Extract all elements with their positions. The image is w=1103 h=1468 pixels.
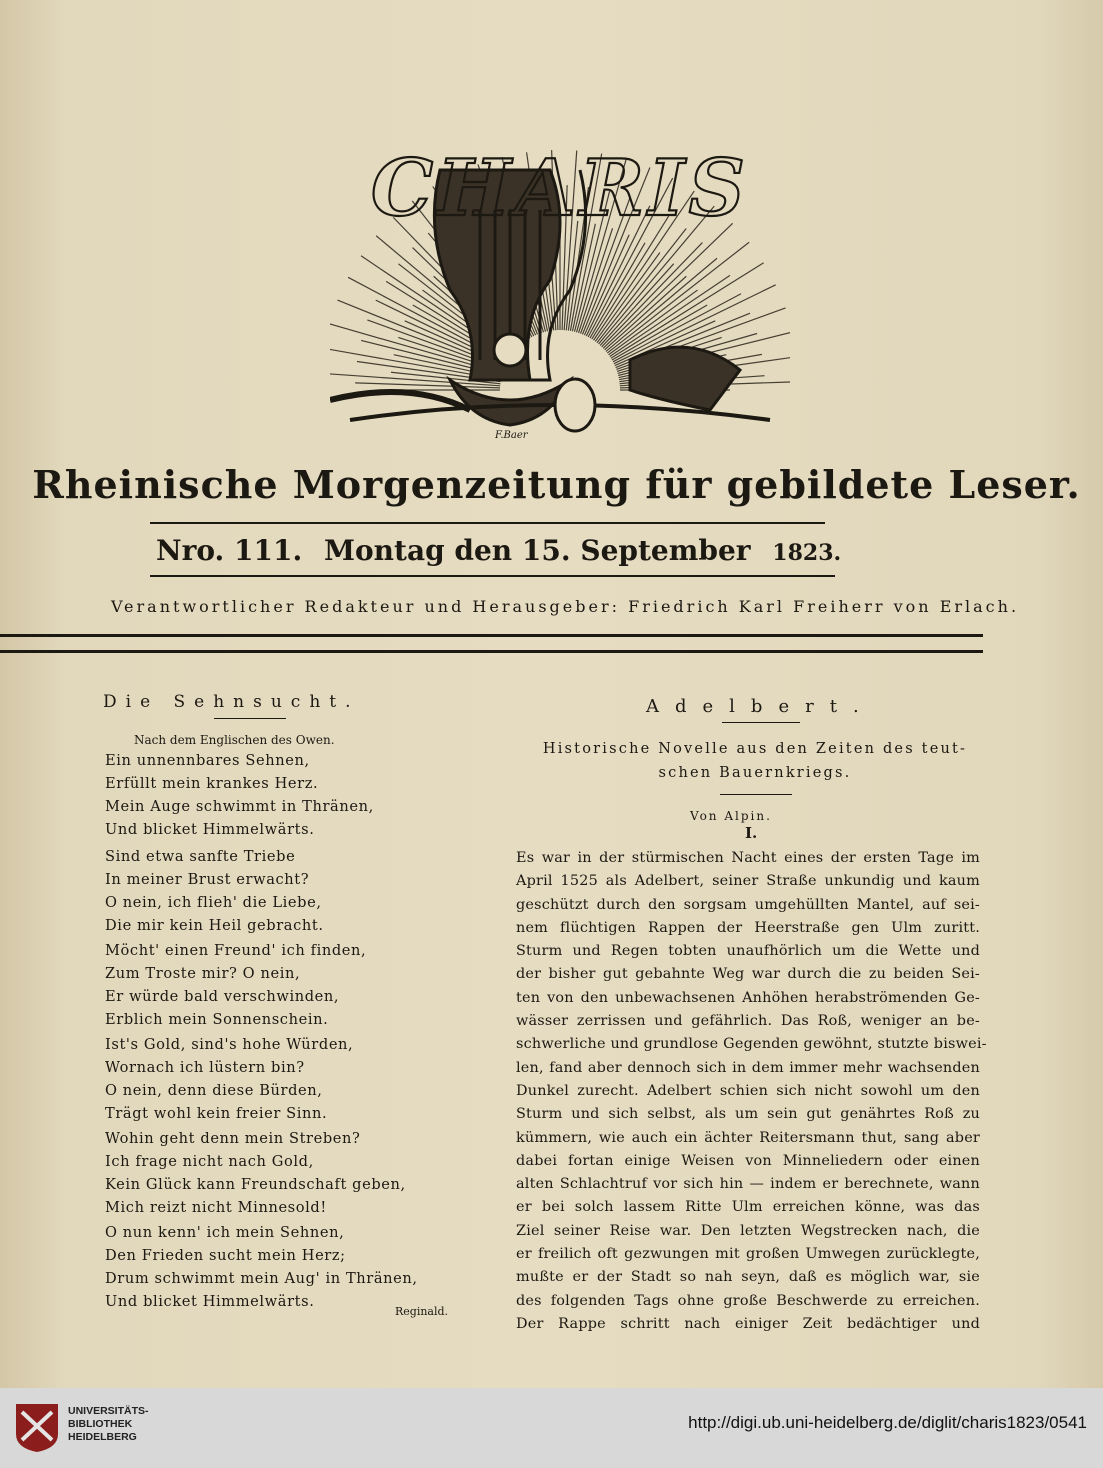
double-rule-top [0,634,983,637]
poem-signature: Reginald. [395,1305,449,1318]
vignette-ray [355,383,500,388]
prose-line: er bei solch lassem Ritte Ulm erreichen könne, was das [516,1199,980,1216]
prose-line: Ziel seiner Reise war. Den letzten Wegstrecken nach, die [516,1222,980,1239]
vignette-ray [607,242,749,353]
viewer-footer [0,1388,1103,1468]
prose-line: April 1525 als Adelbert, seiner Straße unkundig und kaum [516,873,980,890]
novel-subtitle-1: Historische Novelle aus den Zeiten des teut- [542,741,968,757]
prose-line: Sturm und Regen tobten unaufhörlich um die Wette und [516,943,980,960]
vignette-ray [603,223,732,348]
prose-line: ten von den unbewachsenen Anhöhen herabströmenden Ge- [516,989,980,1006]
poem-line: Ich frage nicht nach Gold, [105,1153,314,1170]
prose-line: Sturm und sich selbst, als um sein gut genährtes Roß zu [516,1106,980,1123]
engraver-signature: F.Baer [495,430,528,441]
prose-line: Es war in der stürmischen Nacht eines der ersten Tage im [516,850,980,866]
poem-stanza [105,1221,485,1313]
prose-line: geschützt durch den sorgsam umgehüllten Mantel, auf sei- [516,896,980,913]
prose-line: wässer zerrissen und gefährlich. Das Roß, weniger an be- [516,1013,980,1030]
editor-line: Verantwortlicher Redakteur und Herausgeber: Friedrich Karl Freiherr von Erlach. [110,597,1020,616]
novel-subtitle-rule [720,794,792,795]
prose-line: Der Rappe schritt nach einiger Zeit bedächtiger und [516,1315,980,1332]
vignette-ray [602,243,703,347]
masthead-vignette [330,60,790,450]
poem-line: Die mir kein Heil gebracht. [105,917,324,934]
poem-stanza [105,1127,485,1219]
poem-line: Und blicket Himmelwärts. [105,821,315,838]
novel-title: Adelbert. [646,696,875,717]
rule-under-issue [150,575,835,577]
poem-line: Drum schwimmt mein Aug' in Thränen, [105,1270,418,1287]
library-name-line: UNIVERSITÄTS- [68,1405,149,1417]
poem-line: O nein, ich flieh' die Liebe, [105,894,322,911]
prose-line: alten Schlachtruf vor sich hin — indem er berechnete, wann [516,1176,980,1193]
poem-line: O nun kenn' ich mein Sehnen, [105,1224,345,1241]
poem-line: Mein Auge schwimmt in Thränen, [105,798,374,815]
poem-stanza [105,749,485,841]
poem-line: Wohin geht denn mein Streben? [105,1130,361,1147]
issue-line [150,534,840,567]
novel-text [516,847,987,1336]
novel-title-rule [722,722,800,723]
prose-line: der bisher gut gebahnte Weg war durch die zu beiden Sei- [516,966,980,983]
poem-stanza [105,939,485,1031]
poem-line: In meiner Brust erwacht? [105,871,310,888]
library-name [68,1405,149,1444]
prose-line: mußte er der Stadt so nah seyn, daß es möglich war, sie [516,1269,980,1286]
prose-line: Dunkel zurecht. Adelbert schien sich nicht sowohl um den [516,1082,980,1099]
novel-subtitle-2: schen Bauernkriegs. [658,765,852,781]
prose-line: des folgenden Tags ohne große Beschwerde zu erreichen. [516,1292,980,1309]
library-name-line: HEIDELBERG [68,1431,137,1443]
poem-line: O nein, denn diese Bürden, [105,1082,323,1099]
poem-subtitle: Nach dem Englischen des Owen. [134,733,335,747]
prose-line: len, fand aber dennoch sich in dem immer mehr wachsenden [516,1059,980,1076]
prose-line: nem flüchtigen Rappen der Heerstraße gen Ulm zuritt. [516,919,980,936]
poem-stanza [105,1033,485,1125]
poem-title-rule [214,718,286,719]
prose-line: kümmern, wie auch ein ächter Reitersmann thut, sang aber [516,1129,980,1146]
prose-line: er freilich oft gezwungen mit großen Umwegen zurücklegte, [516,1246,980,1263]
chapter-number: I. [745,824,758,842]
newspaper-subtitle: Rheinische Morgenzeitung für gebildete Leser. [32,462,1081,507]
poem-line: Sind etwa sanfte Triebe [105,848,296,865]
poem-line: Ein unnennbares Sehnen, [105,752,310,769]
poem-line: Ist's Gold, sind's hohe Würden, [105,1036,354,1053]
poem-line: Kein Glück kann Freundschaft geben, [105,1176,406,1193]
prose-line: schwerliche und grundlose Gegenden gewöhnt, stutzte biswei- [516,1036,987,1053]
poem-line: Den Frieden sucht mein Herz; [105,1247,346,1264]
vignette-word: CHARIS [371,143,749,234]
issue-year: 1823. [772,540,842,566]
permalink-url[interactable]: http://digi.ub.uni-heidelberg.de/diglit/charis1823/0541 [688,1413,1087,1432]
library-name-line: BIBLIOTHEK [68,1418,133,1430]
poem-line: Wornach ich lüstern bin? [105,1059,305,1076]
poem-line: Erfüllt mein krankes Herz. [105,775,319,792]
novel-author: Von Alpin. [690,809,772,823]
poem-title: Die Sehnsucht. [103,692,360,712]
poem-line: Mich reizt nicht Minnesold! [105,1199,327,1216]
poem-line: Erblich mein Sonnenschein. [105,1011,329,1028]
poem-line: Er würde bald verschwinden, [105,988,340,1005]
poem-line: Möcht' einen Freund' ich finden, [105,942,367,959]
university-library-logo-icon [12,1400,62,1454]
poem-line: Zum Troste mir? O nein, [105,965,301,982]
vignette-ray [592,216,669,339]
rule-under-title [150,522,825,524]
issue-number: Nro. 111. [156,534,303,567]
poem-line: Trägt wohl kein freier Sinn. [105,1105,328,1122]
prose-line: dabei fortan einige Weisen von Minneliedern oder einen [516,1152,980,1169]
poem-line: Und blicket Himmelwärts. [105,1293,315,1310]
poem-stanza [105,845,485,937]
issue-date: Montag den 15. September [323,534,751,567]
double-rule-bottom [0,650,983,653]
